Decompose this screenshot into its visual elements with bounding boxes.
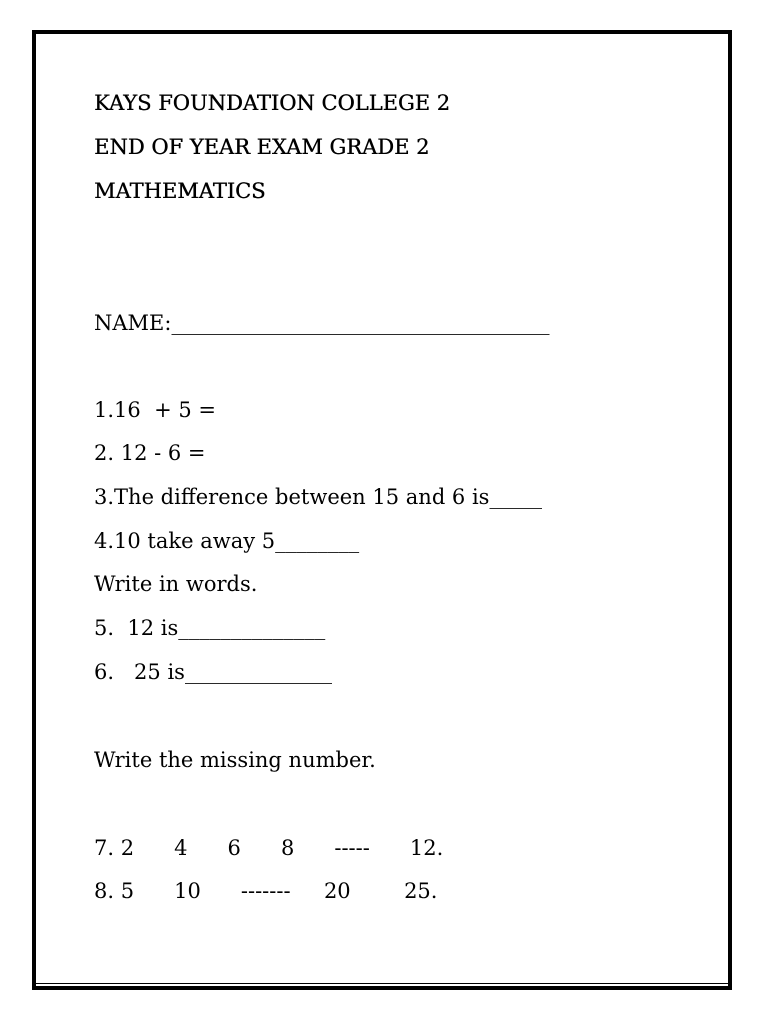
question-6: 6. 25 is______________ <box>94 660 332 684</box>
name-field[interactable]: NAME:____________________________________ <box>94 311 550 335</box>
section-write-in-words: Write in words. <box>94 572 258 596</box>
question-5: 5. 12 is______________ <box>94 616 326 640</box>
question-3: 3.The difference between 15 and 6 is_____ <box>94 485 542 509</box>
exam-title: END OF YEAR EXAM GRADE 2 <box>94 135 430 159</box>
question-1: 1.16 + 5 = <box>94 398 217 422</box>
subject-title: MATHEMATICS <box>94 179 266 203</box>
question-2: 2. 12 - 6 = <box>94 441 206 465</box>
section-missing-number: Write the missing number. <box>94 748 376 772</box>
question-8: 8. 5 10 ------- 20 25. <box>94 879 438 903</box>
question-7: 7. 2 4 6 8 ----- 12. <box>94 836 444 860</box>
school-name: KAYS FOUNDATION COLLEGE 2 <box>94 91 451 115</box>
question-4: 4.10 take away 5________ <box>94 529 360 553</box>
